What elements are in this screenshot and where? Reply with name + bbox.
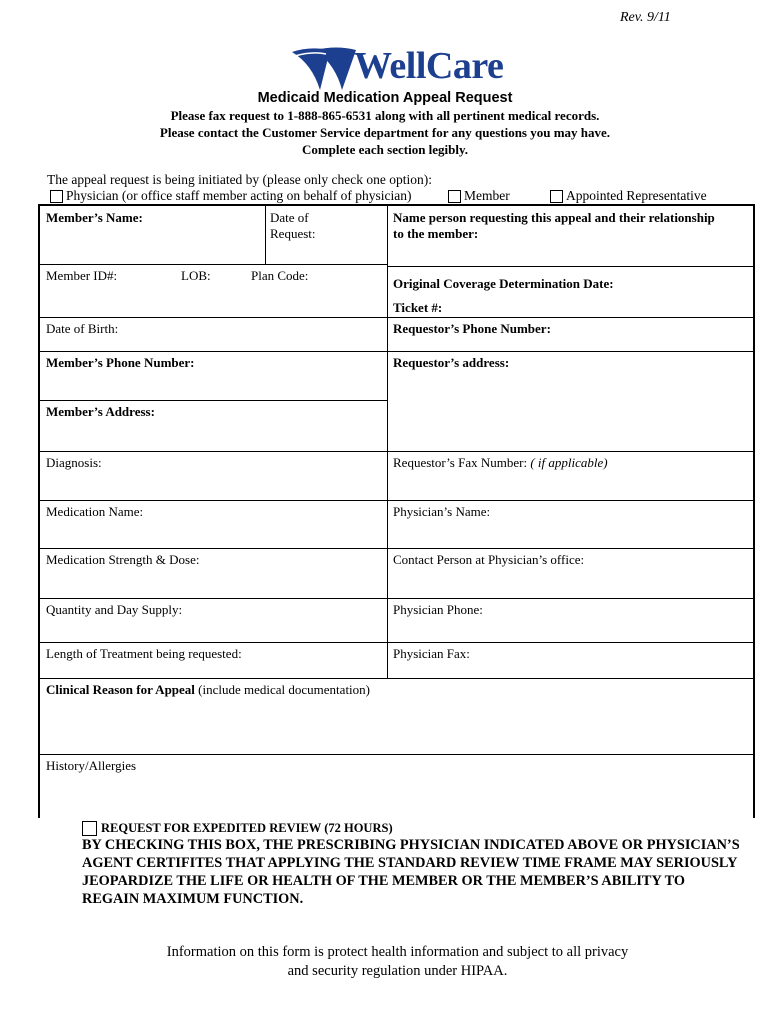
members-name-field[interactable]: Member’s Name: — [46, 210, 143, 225]
divider — [40, 500, 755, 501]
medication-strength-field[interactable]: Medication Strength & Dose: — [46, 552, 200, 567]
appeal-form-table — [38, 204, 755, 818]
divider — [40, 400, 387, 401]
medication-name-field[interactable]: Medication Name: — [46, 504, 144, 519]
divider — [40, 451, 755, 452]
plan-code-field[interactable]: Plan Code: — [251, 268, 309, 283]
divider — [40, 754, 755, 755]
requestor-fax-label: Requestor’s Fax Number: — [393, 455, 528, 470]
divider — [40, 548, 755, 549]
history-allergies-field[interactable]: History/Allergies — [46, 758, 137, 773]
divider — [387, 206, 388, 678]
name-requesting-label-line1: Name person requesting this appeal and their relationship — [393, 210, 715, 225]
member-phone-field[interactable]: Member’s Phone Number: — [46, 355, 195, 370]
option-physician[interactable] — [50, 188, 412, 204]
date-of-request-field[interactable]: Request: — [270, 226, 316, 241]
wellcare-logo — [290, 44, 505, 94]
requestor-fax-field[interactable] — [393, 455, 608, 471]
divider — [40, 642, 755, 643]
clinical-reason-note: (include medical documentation) — [198, 682, 370, 697]
member-checkbox[interactable] — [448, 190, 461, 203]
fax-instruction: Please fax request to 1-888-865-6531 along with all pertinent medical records. — [170, 108, 600, 123]
date-of-birth-field[interactable]: Date of Birth: — [46, 321, 119, 336]
divider — [40, 678, 755, 679]
original-coverage-date-field[interactable]: Original Coverage Determination Date: — [393, 276, 614, 291]
member-option-label: Member — [464, 188, 510, 203]
option-appointed-representative[interactable] — [550, 188, 707, 204]
appointed-representative-option-label: Appointed Representative — [566, 188, 707, 203]
divider — [387, 266, 755, 267]
clinical-reason-field[interactable] — [46, 682, 370, 698]
length-of-treatment-field[interactable]: Length of Treatment being requested: — [46, 646, 242, 661]
form-title: Medicaid Medication Appeal Request — [257, 90, 513, 106]
member-id-field[interactable]: Member ID#: — [46, 268, 118, 283]
expedited-review-option[interactable] — [82, 821, 393, 836]
divider — [40, 317, 755, 318]
hipaa-footer-line1: Information on this form is protect health information and subject to all privacy — [166, 944, 629, 960]
expedited-review-checkbox[interactable] — [82, 821, 97, 836]
physician-option-label: Physician (or office staff member acting on behalf of physician) — [66, 188, 412, 203]
diagnosis-field[interactable]: Diagnosis: — [46, 455, 102, 470]
physician-fax-field[interactable]: Physician Fax: — [393, 646, 470, 661]
revision-label: Rev. 9/11 — [620, 10, 671, 25]
quantity-day-supply-field[interactable]: Quantity and Day Supply: — [46, 602, 183, 617]
requestor-fax-note: ( if applicable) — [530, 455, 608, 470]
contact-instruction: Please contact the Customer Service department for any questions you may have. — [159, 125, 611, 140]
expedited-review-label: REQUEST FOR EXPEDITED REVIEW (72 HOURS) — [101, 821, 393, 835]
member-address-field[interactable]: Member’s Address: — [46, 404, 155, 419]
name-requesting-field[interactable]: to the member: — [393, 226, 479, 241]
divider — [40, 264, 387, 265]
date-of-request-label-line1: Date of — [270, 210, 309, 225]
divider — [40, 598, 755, 599]
physician-name-field[interactable]: Physician’s Name: — [393, 504, 491, 519]
contact-person-field[interactable]: Contact Person at Physician’s office: — [393, 552, 585, 567]
initiator-prompt: The appeal request is being initiated by (please only check one option): — [47, 172, 433, 187]
clinical-reason-label: Clinical Reason for Appeal — [46, 682, 195, 697]
physician-checkbox[interactable] — [50, 190, 63, 203]
physician-phone-field[interactable]: Physician Phone: — [393, 602, 483, 617]
lob-field[interactable]: LOB: — [181, 268, 211, 283]
hipaa-footer-line2: and security regulation under HIPAA. — [287, 963, 508, 979]
option-member[interactable] — [448, 188, 510, 204]
appointed-representative-checkbox[interactable] — [550, 190, 563, 203]
logo-text: WellCare — [354, 45, 504, 87]
divider — [265, 206, 266, 264]
expedited-warning: BY CHECKING THIS BOX, THE PRESCRIBING PHYSICIAN INDICATED ABOVE OR PHYSICIAN’S AGENT CERTIFITES THAT APPLYING THE STANDARD REVIEW TIME FRAME MAY SERIOUSLY JEOPARDIZE THE LIFE OR HEALTH OF THE MEMBER OR THE MEMBER’S ABILITY TO REGAIN MAXIMUM FUNCTION. — [82, 837, 740, 907]
ticket-field[interactable]: Ticket #: — [393, 300, 443, 315]
legibility-instruction: Complete each section legibly. — [301, 142, 469, 157]
requestor-phone-field[interactable]: Requestor’s Phone Number: — [393, 321, 551, 336]
requestor-address-field[interactable]: Requestor’s address: — [393, 355, 510, 370]
divider — [40, 351, 755, 352]
hipaa-footer — [0, 943, 770, 981]
